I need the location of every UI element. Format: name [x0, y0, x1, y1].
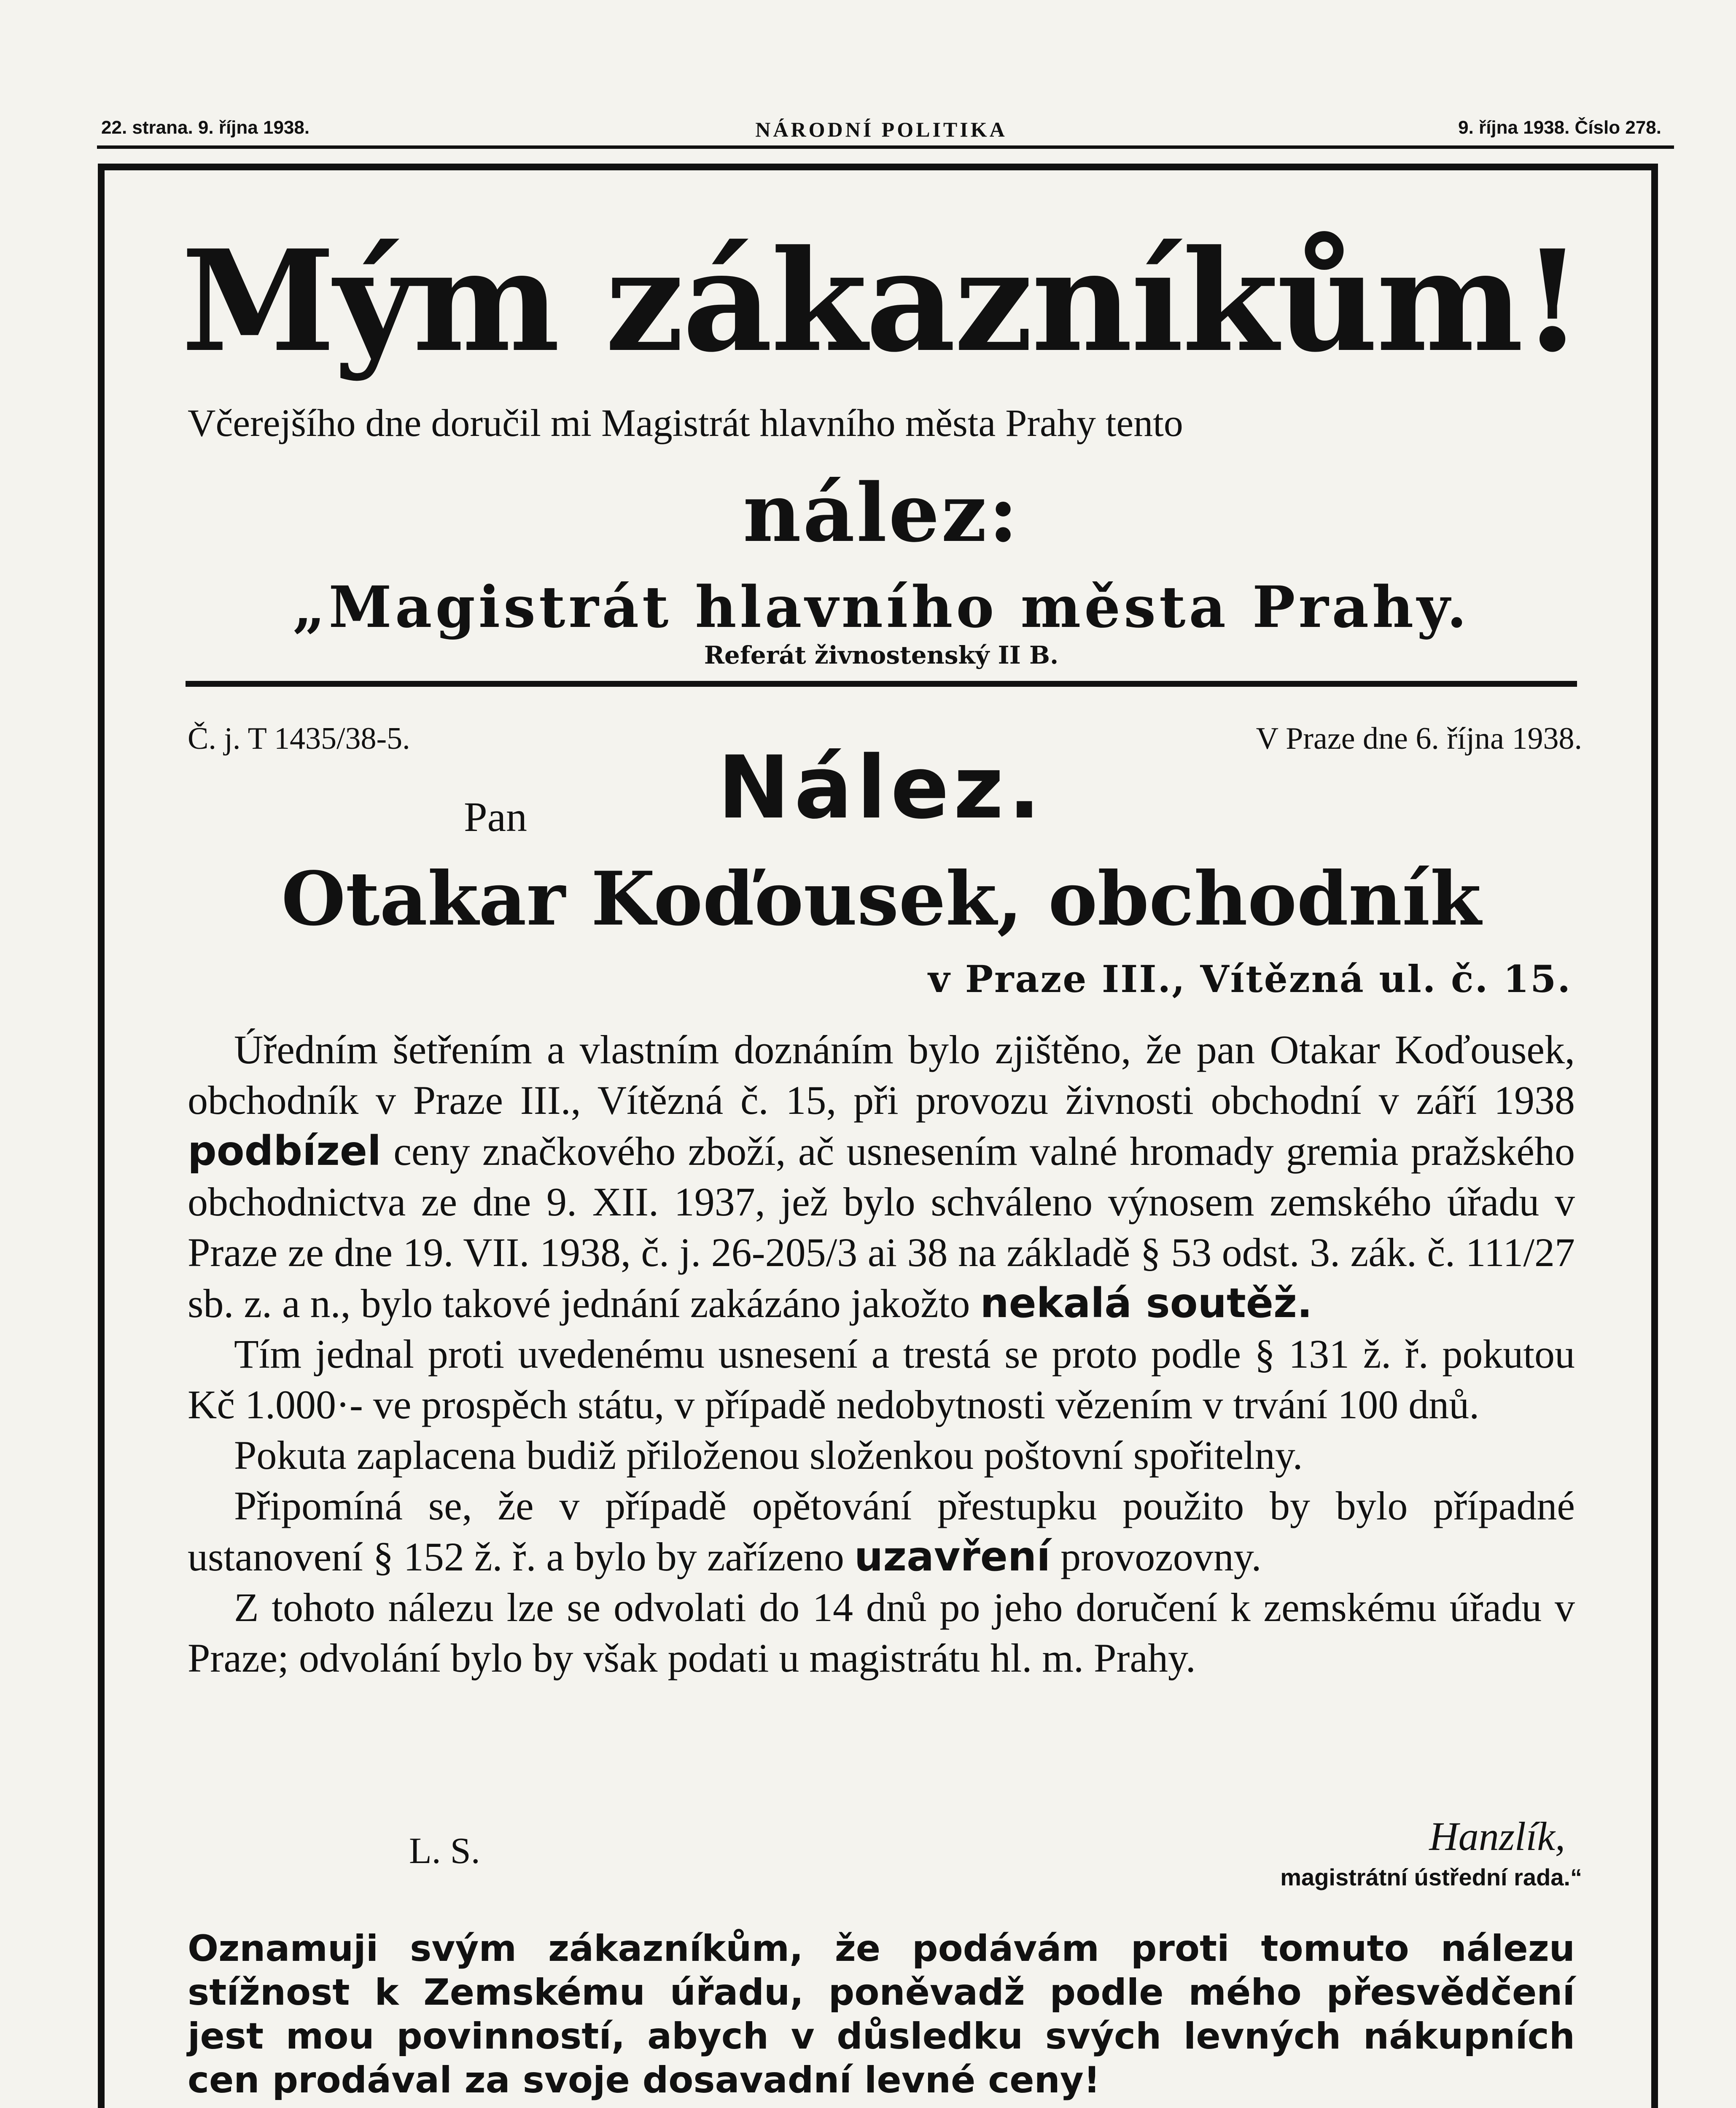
reference-number: Č. j. T 1435/38-5.: [188, 721, 410, 756]
decision-date: V Praze dne 6. října 1938.: [1256, 721, 1582, 756]
masthead-title: NÁRODNÍ POLITIKA: [755, 118, 1007, 141]
ad-headline: Mým zákazníkům!: [181, 219, 1582, 383]
nalez-heading: nález:: [743, 466, 1020, 560]
findings-text: Úředním šetřením a vlastním doznáním bylo zjištěno, že pan Otakar Koďousek, obchodník v Praze III., Vítězná č. 15, při provozu živnosti obchodní v září 1938: [188, 1027, 1575, 1123]
decision-title: Nález.: [717, 738, 1045, 838]
findings-text-continued: ceny značkového zboží, ač usnesením valné hromady gremia pražského obchodnictva ze dne 9. XII. 1937, jež bylo schváleno výnosem zemského úřadu v Praze ze dne 19. VII. 1938, č. j. 26-205/3 ai 38 na základě § 53 odst. 3. zák. č. 111/27 sb. z. a n., bylo takové jednání zakázáno jakožto: [188, 1129, 1575, 1326]
paragraph-penalty: Tím jednal proti uvedenému usnesení a trestá se proto podle § 131 ž. ř. pokutou Kč 1.000·- ve prospěch státu, v případě nedobytnosti vězením v trvání 100 dnů.: [188, 1331, 1575, 1427]
section-rule: [186, 681, 1577, 687]
findings-emphasis-unfair: nekalá soutěž.: [980, 1280, 1313, 1327]
paragraph-warning: [188, 1481, 1575, 1582]
masthead-issue: 9. října 1938. Číslo 278.: [1458, 117, 1661, 138]
findings-emphasis-undercut: podbízel: [188, 1127, 381, 1175]
masthead-page-date: 22. strana. 9. října 1938.: [101, 117, 310, 138]
official-signature: Hanzlík,: [1429, 1814, 1565, 1859]
magistrat-heading: „Magistrát hlavního města Prahy.: [292, 573, 1470, 640]
seal-mark: L. S.: [409, 1831, 480, 1871]
warning-text: Připomíná se, že v případě opětování přestupku použito by bylo případné ustanovení § 152 ž. ř. a bylo by zařízeno: [188, 1483, 1575, 1579]
warning-text-end: provozovny.: [1060, 1534, 1262, 1579]
paragraph-findings: [188, 1024, 1575, 1329]
referat-subheading: Referát živnostenský II B.: [704, 641, 1059, 670]
paragraph-payment: Pokuta zaplacena budiž přiloženou složenkou poštovní spořitelny.: [234, 1433, 1303, 1478]
ad-intro: Včerejšího dne doručil mi Magistrát hlavního města Prahy tento: [188, 401, 1183, 444]
paragraph-appeal: Z tohoto nálezu lze se odvolati do 14 dnů po jeho doručení k zemskému úřadu v Praze; odvolání bylo by však podati u magistrátu hl. m. Prahy.: [188, 1585, 1575, 1680]
warning-emphasis: uzavření: [854, 1533, 1051, 1580]
notice-text-continued: k Zemskému úřadu, poněvadž podle mého přesvědčení jest mou povinností, abych v důsledku svých levných nákupních cen prodával za svoje dosavadní levné ceny!: [188, 1971, 1575, 2101]
merchant-address: v Praze III., Vítězná ul. č. 15.: [928, 957, 1572, 1001]
notice-emphasis: podávám proti tomuto nálezu stížnost: [188, 1928, 1575, 2014]
masthead: [101, 117, 1661, 147]
decision-body: [188, 1024, 1575, 1683]
notice-text: Oznamuji svým zákazníkům, že: [188, 1928, 881, 1970]
official-title: magistrátní ústřední rada.“: [1280, 1864, 1582, 1890]
merchant-notice: [188, 1927, 1575, 2102]
masthead-rule: [97, 145, 1674, 149]
salutation: Pan: [464, 793, 527, 840]
merchant-name: Otakar Koďousek, obchodník: [281, 856, 1481, 942]
